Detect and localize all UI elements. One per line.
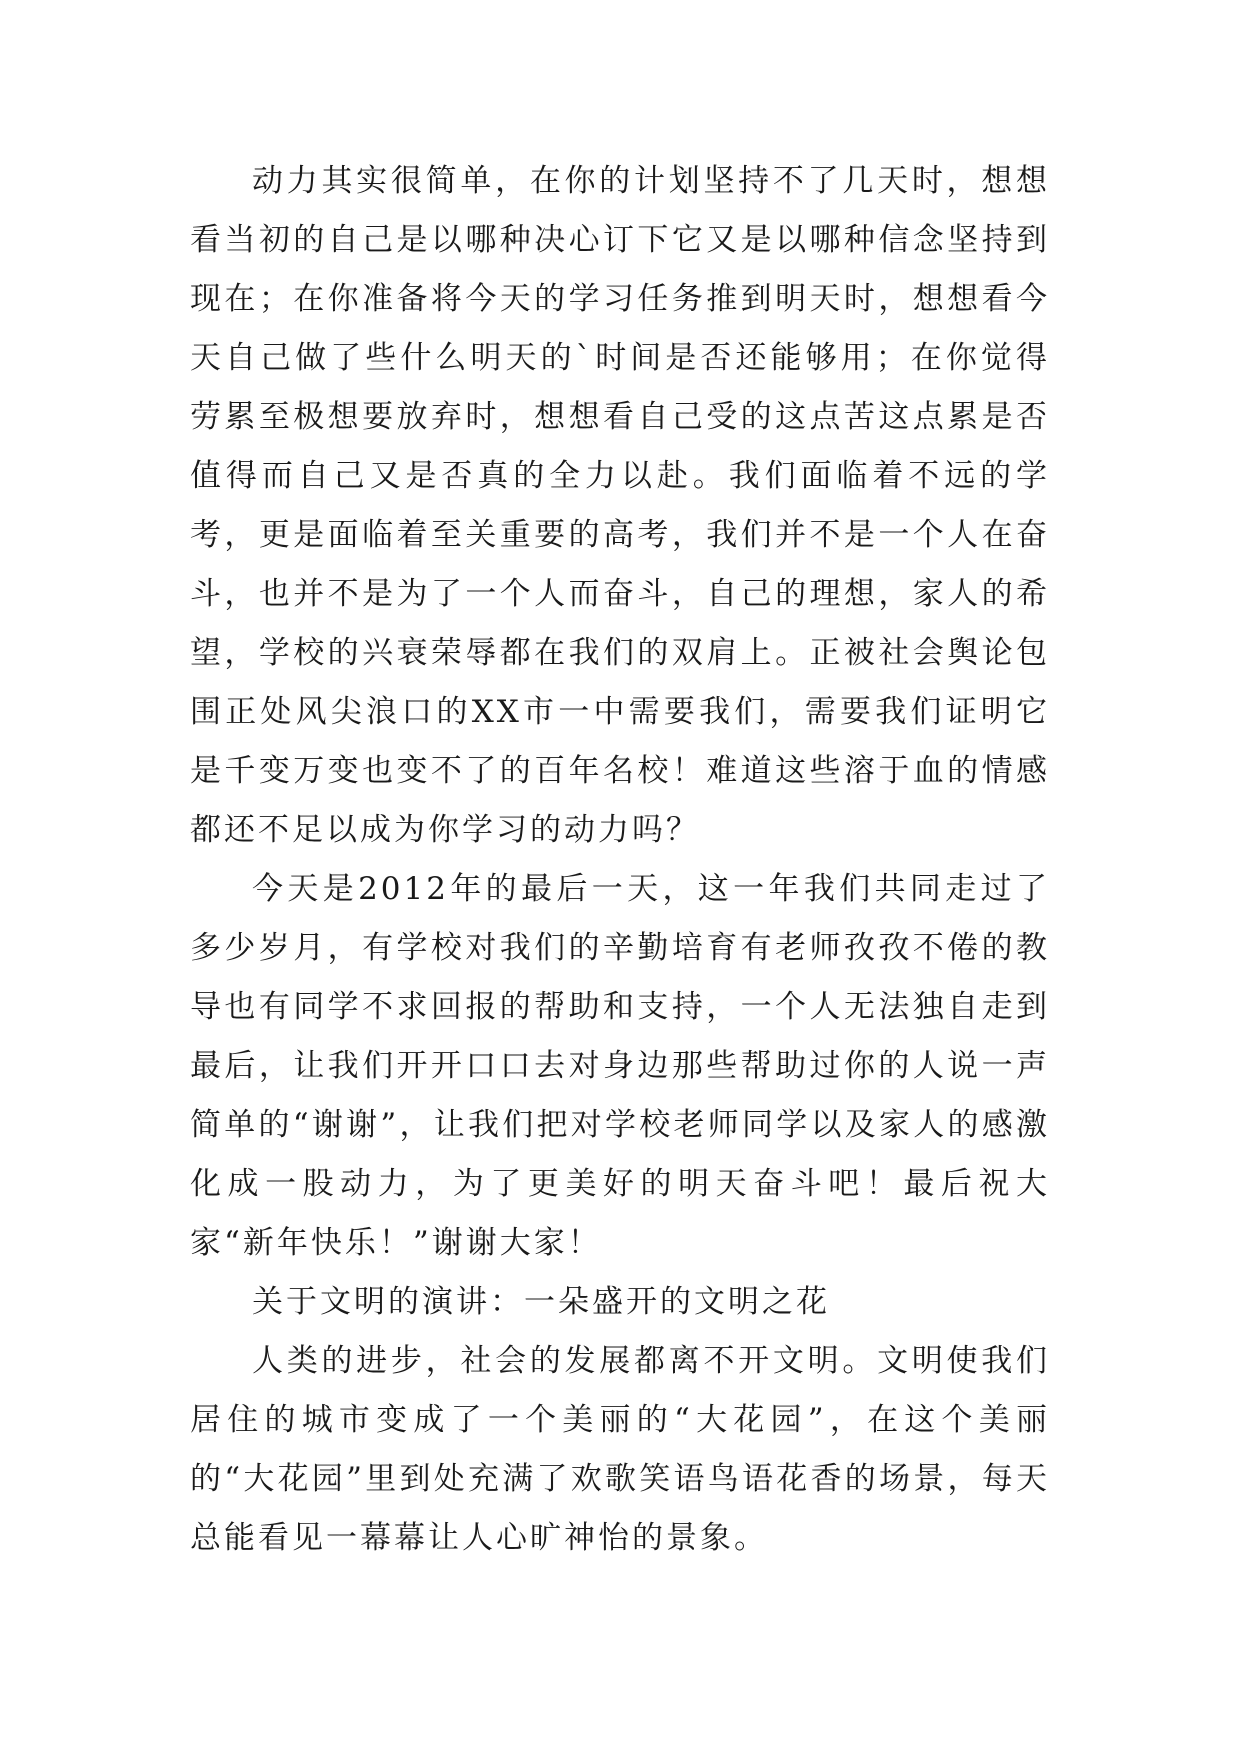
speech-title: 关于文明的演讲：一朵盛开的文明之花 [252,1284,830,1320]
paragraph-new-year: 今天是2012年的最后一天，这一年我们共同走过了多少岁月，有学校对我们的辛勤培育有老师孜孜不倦的教导也有同学不求回报的帮助和支持，一个人无法独自走到最后，让我们开开口口去对身边那些帮助过你的人说一声简单的“谢谢”，让我们把对学校老师同学以及家人的感激化成一股动力，为了更美好的明天奋斗吧！最后祝大家“新年快乐！”谢谢大家！ [190,871,1050,1261]
paragraph-motivation: 动力其实很简单，在你的计划坚持不了几天时，想想看当初的自己是以哪种决心订下它又是以哪种信念坚持到现在；在你准备将今天的学习任务推到明天时，想想看今天自己做了些什么明天的`时间是否还能够用；在你觉得劳累至极想要放弃时，想想看自己受的这点苦这点累是否值得而自己又是否真的全力以赴。我们面临着不远的学考，更是面临着至关重要的高考，我们并不是一个人在奋斗，也并不是为了一个人而奋斗，自己的理想，家人的希望，学校的兴衰荣辱都在我们的双肩上。正被社会舆论包围正处风尖浪口的XX市一中需要我们，需要我们证明它是千变万变也变不了的百年名校！难道这些溶于血的情感都还不足以成为你学习的动力吗？ [190,163,1050,848]
paragraph-civilization: 人类的进步，社会的发展都离不开文明。文明使我们居住的城市变成了一个美丽的“大花园”，在这个美丽的“大花园”里到处充满了欢歌笑语鸟语花香的场景，每天总能看见一幕幕让人心旷神怡的景象。 [190,1343,1050,1556]
document-body [190,152,1050,1568]
